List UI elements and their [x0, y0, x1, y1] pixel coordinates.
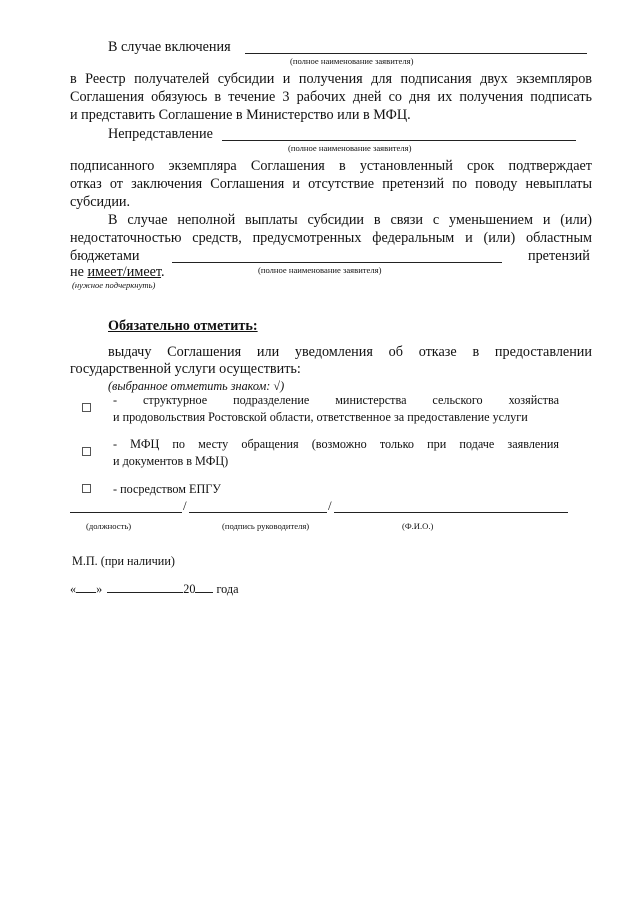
section-line1: выдачу Соглашения или уведомления об отказе в предоставлении — [108, 344, 592, 360]
block3-line3-start: бюджетами — [70, 248, 140, 264]
block1-fill-line[interactable] — [245, 53, 587, 54]
block1-line1: в Реестр получателей субсидии и получения для подписания двух экземпляров — [70, 71, 592, 87]
date-suffix: года — [216, 582, 239, 596]
block3-line3-end: претензий — [528, 248, 590, 264]
signature-name-line[interactable] — [334, 512, 568, 513]
date-year-prefix: 20 — [183, 582, 196, 596]
signature-position-line[interactable] — [70, 512, 182, 513]
block3-line4-suffix: . — [161, 264, 165, 280]
option-3-checkbox[interactable] — [82, 484, 91, 493]
section-line2: государственной услуги осуществить: — [70, 361, 301, 377]
signature-sign-label: (подпись руководителя) — [222, 521, 310, 531]
option-2-line2: и документов в МФЦ) — [113, 454, 229, 468]
signature-separator-1: / — [183, 498, 187, 513]
block2-hint: (полное наименование заявителя) — [288, 143, 412, 153]
section-instruction: (выбранное отметить знаком: √) — [108, 379, 285, 393]
block2-line1: подписанного экземпляра Соглашения в установленный срок подтверждает — [70, 158, 592, 174]
section-title: Обязательно отметить: — [108, 318, 258, 334]
option-2-line1: - МФЦ по месту обращения (возможно только при подаче заявления — [113, 437, 559, 451]
block1-lead: В случае включения — [108, 39, 231, 55]
option-3-line1: - посредством ЕПГУ — [113, 482, 221, 496]
option-1-checkbox[interactable] — [82, 403, 91, 412]
option-2-checkbox[interactable] — [82, 447, 91, 456]
signature-position-label: (должность) — [86, 521, 132, 531]
date-year-field[interactable] — [195, 580, 213, 593]
block2-lead: Непредставление — [108, 126, 213, 142]
date-month-field[interactable] — [107, 580, 183, 593]
block3-line1: В случае неполной выплаты субсидии в связи с уменьшением и (или) — [108, 212, 592, 228]
block1-hint: (полное наименование заявителя) — [290, 56, 414, 66]
date-open-quote: « — [70, 582, 77, 596]
signature-name-label: (Ф.И.О.) — [402, 521, 434, 531]
date-day-field[interactable] — [76, 580, 96, 593]
block1-line2: Соглашения обязуюсь в течение 3 рабочих дней со дня их получения подписать — [70, 89, 592, 105]
signature-separator-2: / — [328, 498, 332, 513]
block2-line2: отказ от заключения Соглашения и отсутствие претензий по поводу невыплаты — [70, 176, 592, 192]
block3-hint: (полное наименование заявителя) — [258, 265, 382, 275]
block3-line4-underlined[interactable]: имеет/имеет — [87, 264, 162, 280]
date-row — [70, 580, 239, 598]
block1-line3: и представить Соглашение в Министерство или в МФЦ. — [70, 107, 411, 123]
block3-line2: недостаточностью средств, предусмотренных федеральным и (или) областным — [70, 230, 592, 246]
block2-fill-line[interactable] — [222, 140, 576, 141]
signature-sign-line[interactable] — [189, 512, 327, 513]
block3-note: (нужное подчеркнуть) — [72, 280, 156, 290]
block3-line4-prefix: не — [70, 264, 88, 280]
block2-line3: субсидии. — [70, 194, 131, 210]
date-close-quote: » — [96, 582, 103, 596]
stamp-text: М.П. (при наличии) — [72, 554, 175, 568]
option-1-line1: - структурное подразделение министерства сельского хозяйства — [113, 393, 559, 407]
block3-fill-line[interactable] — [172, 262, 502, 263]
block3-line4 — [70, 264, 165, 281]
option-1-line2: и продовольствия Ростовской области, ответственное за предоставление услуги — [113, 410, 528, 424]
